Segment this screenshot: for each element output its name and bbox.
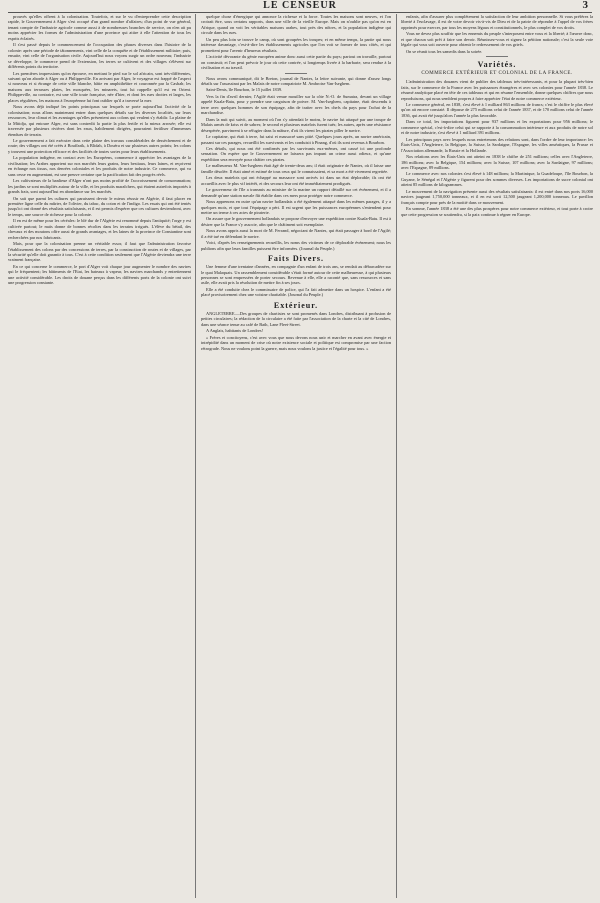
paragraph: Nous avons appris aussi la mort de M. Ferrand, négociant de Nantes, qui était passager à bord de l'Agilé; il a été tué en défendant le navire. xyxy=(201,228,391,239)
paragraph: Mais, pour que la colonisation prenne un véritable essor, il faut que l'administration favorise l'établissement des colons par des concessions de terres, par la construction de routes et de villages, par la sécurité qu'elle doit garantir à tous. C'est à cette condition seulement que l'Algérie deviendra une terre vraiment française. xyxy=(8,241,191,263)
paragraph: Vous ne devez plus souffrir que les ennemis du peuple s'interposent entre vous et la liberté; à l'œuvre donc, et que chacun soit prêt à faire son devoir. Réunissez-vous et signez la pétition nationale; c'est la seule voie légale qui vous soit ouverte pour obtenir le redressement de vos griefs. xyxy=(401,31,593,48)
paragraph: En ce qui concerne le commerce, le port d'Alger voit chaque jour augmenter le nombre des navires qui le fréquentent; les bâtiments de l'Etat, les bateaux à vapeur, les navires marchands y entretiennent une activité considérable. Les droits de douane perçus dans les différents ports de la colonie ont suivi une progression constante. xyxy=(8,263,191,286)
paragraph: La population indigène, en contact avec les Européens, commence à apprécier les avantages de la civilisation; les Arabes apportent sur nos marchés leurs grains, leurs bestiaux, leurs laines, et reçoivent en échange nos tissus, nos denrées coloniales et les produits de notre industrie. Ce commerce, qui va sans cesse en augmentant, est une preuve certaine que la pacification fait des progrès réels. xyxy=(8,155,191,177)
column-divider xyxy=(396,14,397,898)
paragraph: quelque chose d'énergique qui annonce la richesse et la force. Toutes les maisons sont neuves, et l'on croirait être, sous certains rapports, dans une ville de la vieille Europe. Mais on n'oublie pas qu'on est en Afrique, quand on voit les véritables maisons arabes, tout près des nôtres, et la population indigène qui circule dans les rues. xyxy=(201,14,391,36)
column-3 xyxy=(401,14,593,898)
paragraph: Le malheureux M. Van-Iseghem était âgé de trente-deux ans; il était originaire de Nantes, où il laisse une famille désolée. Il était aimé et estimé de tous ceux qui le connaissaient, et sa mort a été vivement regrettée. xyxy=(201,163,391,174)
paragraph: Le gouverneur de l'île a transmis au ministre de la marine un rapport détaillé sur cet événement, et il a demandé qu'une station navale fût établie dans ces mers pour protéger notre commerce. xyxy=(201,187,391,198)
paragraph: ANGLETERRE.—Des groupes de chartistes se sont promenés dans Londres, distribuant à profusion de petites circulaires; la rédaction de la circulaire a été faite par l'association de la charte et la cité de Londres, dans une séance tenue au café de Bath, Lane Fleet-Street. xyxy=(201,310,391,327)
paragraph: Le capitaine, qui était à terre, fut saisi et massacré sans pitié. Quelques jours après, un navire américain, passant sur ces parages, recueillit les survivants et les conduisit à Pinang, d'où ils sont revenus à Bourbon. xyxy=(201,134,391,145)
paragraph: Le commerce avec nos colonies s'est élevé à 148 millions; la Martinique, la Guadeloupe, l'île Bourbon, la Guyane, le Sénégal et l'Algérie y figurent pour des sommes diverses. Les importations de sucre colonial ont atteint 85 millions de kilogrammes. xyxy=(401,171,593,188)
paragraph: prouvés qu'elles offrent à la colonisation. Toutefois, et sur le vu d'entreprendre cette description rapide, le Gouvernement à Alger s'est occupé d'un grand nombre d'affaires; d'un point de vue général, tenant compte de l'industrie agricole comme aussi à de nombreuses branches de service, on n'en ait pu moins apprécier les formes de l'administration d'une province qui attire à elle l'attention de tous les esprits éclairés. xyxy=(8,14,191,41)
paragraph: Nous avons déjà indiqué les points principaux sur lesquels se porte aujourd'hui l'activité de la colonisation; nous allons maintenant entrer dans quelques détails sur les diverses localités, sur leurs ressources, leur climat et les avantages qu'elles présentent aux colons qui veulent s'y établir. La plaine de la Mitidja, qui entoure Alger, est sans contredit la partie la plus fertile et la mieux arrosée; elle est traversée par plusieurs rivières dont les eaux, habilement dirigées, pourraient fertiliser d'immenses étendues de terrain. xyxy=(8,104,191,137)
column-2 xyxy=(201,14,391,898)
paragraph: Dans ce total, les importations figurent pour 937 millions et les exportations pour 956 millions; le commerce spécial, c'est-à-dire celui qui se rapporte à la consommation intérieure et aux produits de notre sol et de notre industrie, s'est élevé à 1 milliard 391 millions. xyxy=(401,119,593,136)
paragraph: L'administration des douanes vient de publier des tableaux très-intéressants, et pour la plupart très-bien faits, sur le commerce de la France avec les puissances étrangères et avec ses colonies pour l'année 1838. Le résumé analytique placé en tête de ces tableaux et qui en résume l'ensemble, donne quelques chiffres que nous reproduisons, qui nous semblent propres à faire apprécier l'état de notre commerce extérieur. xyxy=(401,79,593,101)
section-heading-exterieur: Extérieur. xyxy=(273,300,319,310)
article-intro: Nous avons communiqué, dit le Breton, journal de Nantes, la lettre suivante, qui donne d'assez longs détails sur l'assassinat par les Malais de notre compatriote M. Ambroise Van-Iseghem. xyxy=(201,75,391,86)
paragraph: Les principaux pays avec lesquels nous entretenons des relations sont, dans l'ordre de leur importance: les États-Unis, l'Angleterre, la Belgique, la Suisse, la Sardaigne, l'Espagne, les villes anséatiques, la Prusse et l'Association allemande, la Russie et la Hollande. xyxy=(401,136,593,153)
paragraph: Le commerce général, en 1838, s'est élevé à 1 milliard 863 millions de francs; c'est le chiffre le plus élevé qu'on ait encore constaté. Il dépasse de 275 millions celui de l'année 1837, et de 170 millions celui de l'année 1836, qui avait été jusqu'alors l'année la plus favorable. xyxy=(401,101,593,118)
paragraph: Les premières impressions qu'on éprouve, en mettant le pied sur le sol africain, sont très-différentes, suivant qu'on aborde à Alger ou à Philippeville. En arrivant par Alger, le voyageur est frappé de l'aspect si nouveau et si étrange de cette ville blanche, bâtie en amphithéâtre et couronnée par la Casbah; les maisons aux terrasses plates, les mosquées, les minarets, tout lui rappelle qu'il est en Orient. Philippeville, au contraire, est une ville toute française, née d'hier, et dont les rues droites et larges, les places régulières, les maisons à l'européenne lui font oublier qu'il a traversé la mer. xyxy=(8,70,191,103)
paragraph: On sait que parmi les cultures qui paraissent devoir le mieux réussir en Algérie, il faut placer en première ligne celle du mûrier, de l'olivier, du tabac, du coton et de l'indigo. Les essais qui ont été tentés jusqu'ici ont donné des résultats satisfaisants, et il est permis d'espérer que ces cultures deviendront, avec le temps, une source de richesse pour la colonie. xyxy=(8,195,191,217)
paragraph: En somme, l'année 1838 a été une des plus prospères pour notre commerce extérieur, et tout porte à croire que cette progression se soutiendra, si la paix continue à régner en Europe. xyxy=(401,206,593,217)
subheading: COMMERCE EXTÉRIEUR ET COLONIAL DE LA FRANCE. xyxy=(421,71,573,77)
faits-divers-body xyxy=(201,264,391,298)
paragraph: Il en est de même pour les céréales: le blé dur de l'Algérie est renommé depuis l'antiquité; l'orge y est cultivée partout; le maïs donne de bonnes récoltes dans les terrains irrigués. L'élève du bétail, des chevaux et des moutons offre aussi de grands avantages, et les laines de la province de Constantine sont recherchées par nos fabricants. xyxy=(8,218,191,240)
paragraph: Voici, d'après les renseignements recueillis, les noms des victimes de ce déplorable événement; nous les publions afin que leurs familles puissent être informées. (Journal du Peuple.) xyxy=(201,240,391,251)
article-continuation xyxy=(401,14,593,54)
paragraph: enfants, afin d'assurer plus complètement la satisfaction de leur ambition personnelle. Si vous préférez la liberté à l'esclavage, il est de votre devoir vis-à-vis de Dieu et de la patrie de répondre à l'appel de vos frères opprimés pour exercer, par tous les moyens légaux et constitutionnels, le plus complet de vos droits. xyxy=(401,14,593,30)
paragraph: Il s'est passé depuis le commencement de l'occupation des phases diverses dans l'histoire de la colonie: après une période de tâtonnements, vint celle de la conquête et de l'établissement militaire; puis, ensuite, vint celle de l'organisation civile. Aujourd'hui nous voyons surgir un ordre nouveau; l'industrie se développe, le commerce prend de l'extension, les terres se cultivent et des villages s'élèvent sur différents points du territoire. xyxy=(8,42,191,70)
paragraph: Saint-Denis, île Bourbon, le 15 juillet 1839. xyxy=(206,87,283,93)
paragraph: « Frères et concitoyens, c'est avec vous que nous devons nous unir et marcher en avant avec énergie et intrépidité dans un moment de crise où notre existence sociale et politique est compromise par une faction rétrograde. Nous ne voulons point la guerre, mais nous voulons la justice et l'égalité pour tous. » xyxy=(201,334,391,351)
paragraph: Un peu plus loin se trouve le camp, où sont groupées les troupes; et en même temps, la partie qui nous intéresse davantage, c'est-à-dire les établissements agricoles que l'on voit se former de tous côtés, et qui promettent pour l'avenir d'heureux résultats. xyxy=(201,36,391,53)
paragraph: On se réunit tous les samedis dans la soirée. xyxy=(406,48,483,54)
section-heading-varietes: Variétés. xyxy=(477,60,517,70)
separator xyxy=(486,56,508,57)
varietes-body xyxy=(401,79,593,217)
paragraph: Les deux matelots qui ont échappé au massacre sont arrivés ici dans un état déplorable; ils ont été accueillis avec le plus vif intérêt, et des secours leur ont été immédiatement prodigués. xyxy=(201,175,391,186)
paragraph: L'activité dévorante du génie européen anime donc aussi cette partie du pays; partout on travaille, partout on construit; et l'on peut prévoir le jour où cette contrée, si longtemps livrée à la barbarie, sera rendue à la civilisation et au travail. xyxy=(201,54,391,71)
exterieur-body xyxy=(201,311,391,351)
paragraph: A Anglais, habitants de Londres! xyxy=(206,328,264,334)
page-number: 3 xyxy=(582,0,588,11)
paragraph: Nos relations avec les États-Unis ont atteint en 1838 le chiffre de 251 millions; celles avec l'Angleterre, 186 millions; avec la Belgique, 154 millions; avec la Suisse, 107 millions; avec la Sardaigne, 97 millions; avec l'Espagne, 89 millions. xyxy=(401,154,593,170)
paragraph: Vers la fin d'avril dernier, l'Agilé était venue mouiller sur la côte N.-O. de Sumatra, devant un village appelé Kuala-Batu, pour y prendre une cargaison de poivre. M. Van-Iseghem, capitaine, était descendu à terre avec quelques hommes de son équipage, afin de traiter avec les chefs du pays pour l'achat de la marchandise. xyxy=(201,93,391,116)
paragraph: Nous apprenons en outre qu'un navire hollandais a été également attaqué dans les mêmes parages, il y a quelques mois, et que tout l'équipage a péri. Il est urgent que les puissances européennes s'entendent pour mettre un terme à ces actes de piraterie. xyxy=(201,199,391,215)
paragraph: Une femme d'une trentaine d'années, en compagnie d'un enfant de trois ans, se rendait au débarcadère sur le quai Malaquais. Un rassemblement considérable s'était formé autour de cette malheureuse, à qui plusieurs personnes se sont empressées de porter secours. Revenue à elle, elle a raconté que, sans ressources et sans asile, elle avait pris la résolution de mettre fin à ses jours. xyxy=(201,264,391,286)
separator xyxy=(285,73,307,74)
paragraph: Les cultivateurs de la banlieue d'Alger n'ont pas moins profité de l'accroissement de consommation; les jardins se sont multipliés autour de la ville, et les produits maraîchers, qui étaient autrefois importés à grands frais, sont aujourd'hui en abondance sur les marchés. xyxy=(8,178,191,195)
column-divider xyxy=(195,14,196,898)
paragraph: Elle a été conduite chez le commissaire de police, qui l'a fait admettre dans un hospice. L'enfant a été placé provisoirement chez une voisine charitable. (Journal du Peuple.) xyxy=(201,286,391,298)
paragraph: Ces détails, qui nous ont été confirmés par les survivants eux-mêmes, ont causé ici une profonde sensation. On espère que le Gouvernement ne laissera pas impuni un crime aussi odieux, et qu'une expédition sera envoyée pour châtier ces pirates. xyxy=(201,145,391,162)
paragraph: Dans la nuit qui suivit, au moment où l'on s'y attendait le moins, le navire fut attaqué par une troupe de Malais armés de kriss et de sabres; le second et plusieurs matelots furent tués; les autres, après une résistance désespérée, parvinrent à se réfugier dans la mâture, d'où ils virent les pirates piller le navire. xyxy=(201,116,391,133)
column-1 xyxy=(8,14,191,898)
article-continuation xyxy=(201,14,391,71)
paragraph: On assure que le gouvernement hollandais se propose d'envoyer une expédition contre Kuala-Batu. Il est à désirer que la France s'y associe, afin que le châtiment soit exemplaire. xyxy=(201,216,391,227)
paragraph: Le mouvement de la navigation présente aussi des résultats satisfaisants: il est entré dans nos ports 16,000 navires jaugeant 1,750,000 tonneaux, et il en est sorti 12,500 jaugeant 1,200,000 tonneaux. Le pavillon français compte pour près de la moitié dans ce mouvement. xyxy=(401,188,593,205)
masthead-title: LE CENSEUR xyxy=(263,0,337,11)
paragraph: Le gouvernement a fait exécuter dans cette plaine des travaux considérables de dessèchement et de route; des villages ont été créés à Bouffarik, à Blidah, à Douéra et sur plusieurs autres points; les colons y trouvent une protection efficace et des facilités de toutes sortes pour leurs établissements. xyxy=(8,137,191,154)
section-heading-faits-divers: Faits Divers. xyxy=(267,254,325,264)
page-header xyxy=(8,0,592,13)
letter-article xyxy=(201,87,391,251)
